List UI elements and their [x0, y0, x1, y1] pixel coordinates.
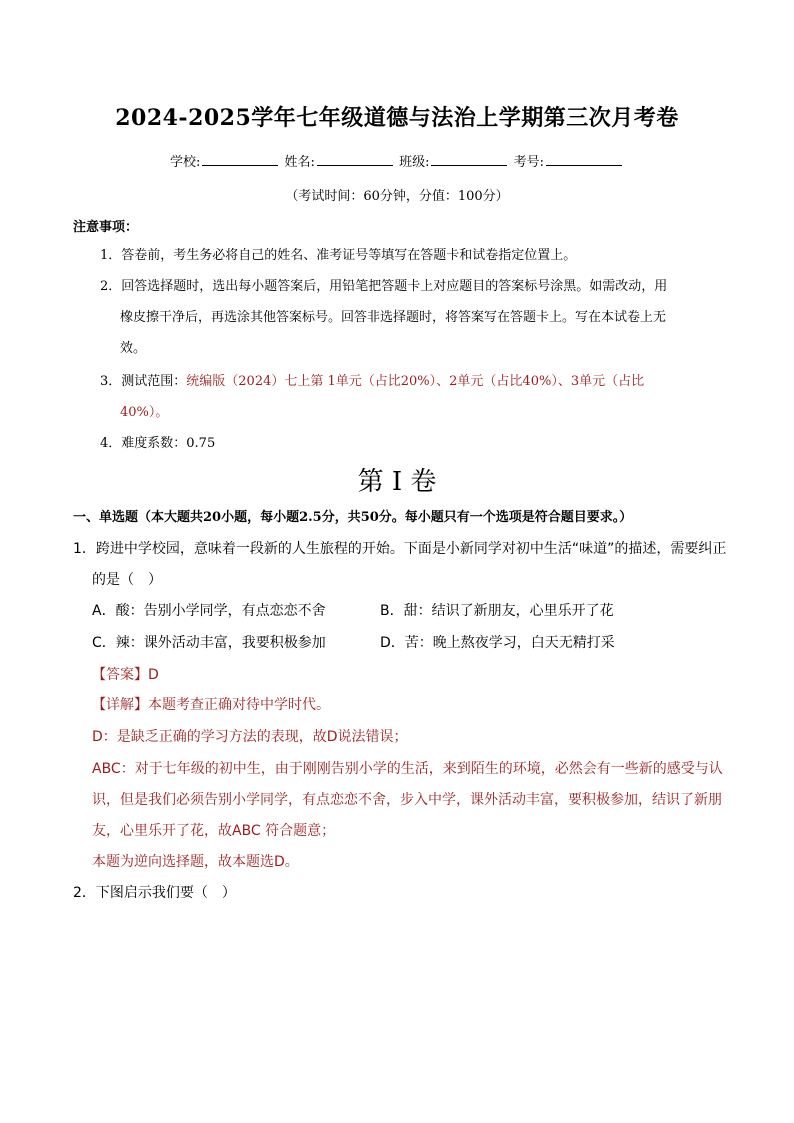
q1-answer: 【答案】D [92, 667, 159, 683]
notice-title: 注意事项： [73, 220, 139, 235]
notice-item-1: 1．答卷前，考生务必将自己的姓名、准考证号等填写在答题卡和试卷指定位置上。 [100, 248, 577, 263]
q2-stem: 2．下图启示我们要（ ） [73, 885, 236, 901]
name-blank [317, 153, 393, 166]
exam-meta: （考试时间：60分钟，分值：100分） [285, 189, 509, 204]
q1-option-d: D．苦：晚上熬夜学习，白天无精打采 [380, 635, 615, 651]
page-title: 2024-2025学年七年级道德与法治上学期第三次月考卷 [115, 105, 679, 131]
notice-item-4: 4．难度系数：0.75 [100, 436, 216, 451]
school-label: 学校: [170, 155, 201, 170]
part-title: 一、单选题（本大题共20小题，每小题2.5分，共50分。每小题只有一个选项是符合题目要求。） [73, 510, 633, 525]
student-info-row [0, 151, 794, 170]
school-blank [202, 153, 278, 166]
notice-item-2-end: 效。 [120, 341, 147, 356]
id-label: 考号: [513, 155, 544, 170]
q1-explanation-5: 本题为逆向选择题，故本题选D。 [92, 854, 299, 870]
q1-option-a: A．酸：告别小学同学，有点恋恋不舍 [92, 603, 326, 619]
q1-option-b: B．甜：结识了新朋友，心里乐开了花 [380, 603, 614, 619]
q1-detail: 【详解】本题考查正确对待中学时代。 [92, 697, 330, 713]
q1-explanation-2: ABC：对于七年级的初中生，由于刚刚告别小学的生活，来到陌生的环境，必然会有一些新的感受与认 [92, 761, 723, 777]
q1-stem-line2: 的是（ ） [92, 572, 162, 588]
notice-item-3 [100, 366, 644, 397]
notice-item-3-end: 40%）。 [120, 405, 169, 420]
class-label: 班级: [399, 155, 430, 170]
notice-item-3-label: 3．测试范围： [100, 374, 187, 389]
q1-explanation-3: 识，但是我们必须告别小学同学，有点恋恋不舍，步入中学，课外活动丰富，要积极参加，结识了新朋 [92, 792, 722, 808]
id-blank [546, 153, 622, 166]
q1-stem-line1: 1．跨进中学校园，意味着一段新的人生旅程的开始。下面是小新同学对初中生活“味道”的描述，需要纠正 [73, 541, 727, 557]
q1-option-c: C．辣：课外活动丰富，我要积极参加 [92, 635, 326, 651]
notice-item-3-scope: 统编版（2024）七上第 1单元（占比20%）、2单元（占比40%）、3单元（占比 [186, 374, 645, 389]
section-title: 第 I 卷 [357, 467, 437, 497]
q1-explanation-4: 友，心里乐开了花，故ABC 符合题意； [92, 823, 336, 839]
class-blank [431, 153, 507, 166]
q1-explanation-1: D：是缺乏正确的学习方法的表现，故D说法错误； [92, 729, 408, 745]
notice-item-2: 2．回答选择题时，选出每小题答案后，用铅笔把答题卡上对应题目的答案标号涂黑。如需改动，用 [100, 279, 668, 294]
name-label: 姓名: [284, 155, 315, 170]
notice-item-2-cont: 橡皮擦干净后，再选涂其他答案标号。回答非选择题时，将答案写在答题卡上。写在本试卷上无 [120, 310, 667, 325]
